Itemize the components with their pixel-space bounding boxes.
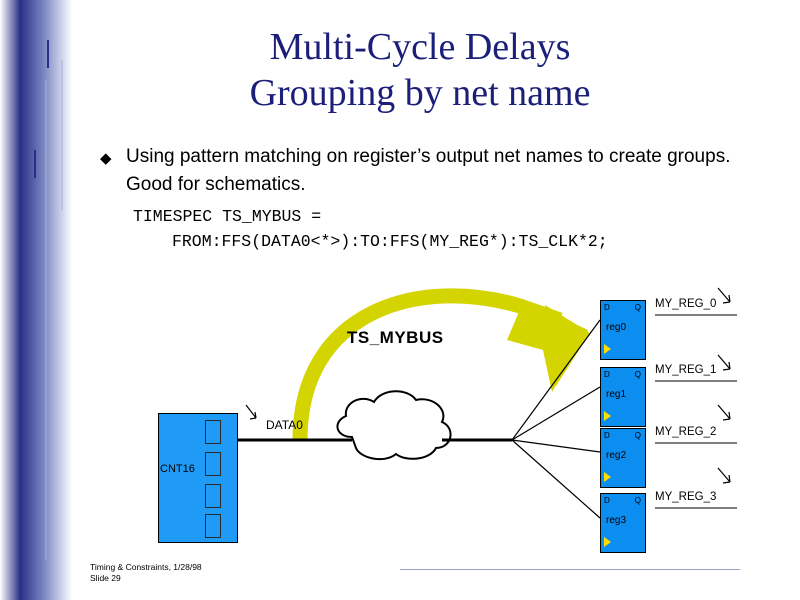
register-name-label: reg2 [606,450,627,461]
slide-footer [90,562,202,584]
pointer-arrow-reg2 [718,405,730,419]
pointer-arrow-reg1 [718,355,730,369]
footer-line-2: Slide 29 [90,573,121,583]
register-d-pin-label: D [604,303,610,312]
pointer-arrow-reg0 [718,288,730,302]
clock-triangle-icon [604,472,611,482]
bullet-item-label: Using pattern matching on register’s output net names to create groups. Good for schematics. [126,146,731,195]
pointer-arrow-reg3 [718,468,730,482]
register-reg0 [600,300,646,360]
counter-label: CNT16 [160,463,195,475]
register-name-label: reg1 [606,389,627,400]
counter-pin-1 [205,452,221,476]
register-d-pin-label: D [604,496,610,505]
clock-triangle-icon [604,537,611,547]
register-d-pin-label: D [604,370,610,379]
pointer-arrow-head-reg1 [723,362,730,370]
net-name-reg2: MY_REG_2 [655,426,717,438]
register-q-pin-label: Q [634,496,641,505]
register-q-pin-label: Q [634,303,641,312]
register-reg2 [600,428,646,488]
footer-divider [400,569,740,570]
slide-title-line-2: Grouping by net name [249,72,591,114]
net-name-reg1: MY_REG_1 [655,364,717,376]
footer-line-1: Timing & Constraints, 1/28/98 [90,562,202,572]
register-reg3 [600,493,646,553]
register-d-pin-label: D [604,431,610,440]
code-line-1: TIMESPEC TS_MYBUS = [133,207,322,226]
code-line-2: FROM:FFS(DATA0<*>):TO:FFS(MY_REG*):TS_CLK*2; [172,232,608,251]
net-name-reg3: MY_REG_3 [655,491,717,503]
fanout-line-reg2 [512,440,600,452]
net-name-reg0: MY_REG_0 [655,298,717,310]
net-cloud [337,391,450,459]
fanout-line-reg1 [512,387,600,440]
fanout-line-reg3 [512,440,600,518]
source-net-label: DATA0 [266,418,303,432]
counter-pin-2 [205,484,221,508]
counter-pin-3 [205,514,221,538]
pointer-arrow-head-reg3 [723,475,730,483]
register-reg1 [600,367,646,427]
register-name-label: reg0 [606,322,627,333]
bullet-marker-icon: ◆ [100,150,112,167]
register-q-pin-label: Q [634,370,641,379]
pointer-arrow-data0 [246,405,256,418]
pointer-arrow-head-reg0 [723,295,730,303]
counter-pin-0 [205,420,221,444]
register-name-label: reg3 [606,515,627,526]
counter-block [158,413,238,543]
slide-title-line-1: Multi-Cycle Delays [269,26,571,68]
constraint-label: TS_MYBUS [347,328,444,347]
clock-triangle-icon [604,344,611,354]
pointer-arrow-head-reg2 [723,412,730,420]
clock-triangle-icon [604,411,611,421]
register-q-pin-label: Q [634,431,641,440]
pointer-arrow-head-data0 [250,412,256,419]
